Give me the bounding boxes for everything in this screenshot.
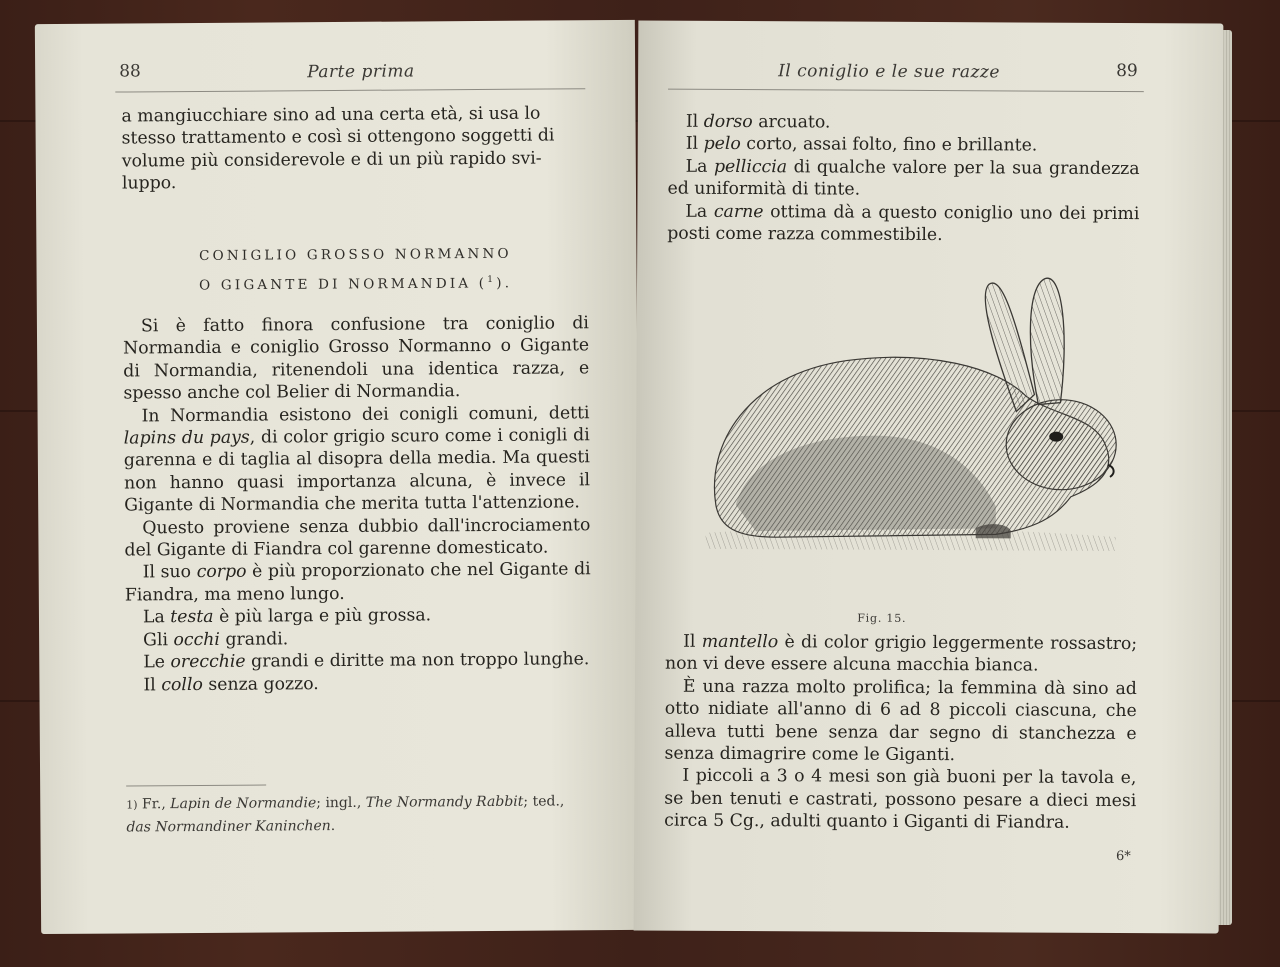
paragraph: La testa è più larga e più grossa. (142, 605, 432, 628)
paragraph: Gli occhi grandi. (143, 629, 289, 651)
left-page-number: 88 (119, 61, 141, 82)
left-page (35, 20, 641, 934)
right-page-header (638, 58, 1223, 91)
paragraph: È una razza molto prolifica; la femmina dà sino ad otto nidiate all'anno di 6 ad 8 piccoli ciascuna, che alleva tutti bene senza dar segno di stanchezza e senza dimagrire come le Giganti. (664, 676, 1137, 766)
paragraph: Questo proviene senza dubbio dall'incrociamento del Gigante di Fiandra col garenne domesticato. (124, 514, 591, 561)
paragraph: La carne ottima dà a questo coniglio uno dei primi posti come razza commestibile. (667, 201, 1140, 246)
left-intro (121, 102, 588, 195)
section-title-line2: O GIGANTE DI NORMANDIA ($^1$). (199, 274, 513, 294)
open-book (38, 22, 1238, 947)
paragraph: Il suo corpo è più proporzionato che nel Gigante di Fiandra, ma meno lungo. (124, 559, 591, 606)
paragraph: Le orecchie grandi e diritte ma non troppo lunghe. (143, 649, 590, 673)
signature-mark: 6* (1115, 848, 1131, 865)
left-page-header (35, 58, 635, 92)
intro-line: a mangiucchiare sino ad una certa età, si usa lo (121, 103, 541, 127)
paragraph: Il dorso arcuato. (685, 111, 831, 133)
rabbit-figure (675, 265, 1137, 587)
right-page (634, 20, 1224, 933)
paragraph: Il pelo corto, assai folto, fino e brillante. (685, 134, 1038, 156)
intro-line: stesso trattamento e così si ottengono soggetti di (121, 125, 555, 149)
footnote-rule (126, 785, 266, 787)
rabbit-illustration (675, 265, 1137, 587)
paragraph: Si è fatto finora confusione tra coniglio di Normandia e coniglio Grosso Normanno o Gigante di Normandia, ritenendoli una identica razza, e spesso anche col Belier di Normandia. (123, 313, 590, 404)
footnote-ref: 1 (487, 274, 497, 285)
paragraph: I piccoli a 3 o 4 mesi son già buoni per la tavola e, se ben tenuti e castrati, possono pesare a dieci mesi circa 5 Cg., adulti quanto i Giganti di Fiandra. (664, 766, 1137, 833)
right-bottom-text (664, 631, 1137, 835)
footnote: 1) Fr., Lapin de Normandie; ingl., The Normandy Rabbit; ted., das Normandiner Kaninchen. (126, 793, 565, 836)
right-top-text (667, 111, 1140, 248)
paragraph: Il mantello è di color grigio leggermente rossastro; non vi deve essere alcuna macchia bianca. (664, 631, 1138, 676)
left-body (123, 312, 592, 696)
paragraph: In Normandia esistono dei conigli comuni, detti lapins du pays, di color grigio scuro come i conigli di garenna e di taglia al disopra della media. Ma questi non hanno quasi importanza alcuna, è invece il Gigante di Normandia che merita tutta l'attenzione. (123, 402, 591, 516)
paragraph: Il collo senza gozzo. (143, 673, 319, 695)
section-title-line1: CONIGLIO GROSSO NORMANNO (199, 245, 512, 264)
right-running-title: Il coniglio e le sue razze (778, 61, 1001, 83)
paragraph: La pelliccia di qualche valore per la sua grandezza ed uniformità di tinte. (667, 156, 1140, 200)
header-rule (668, 89, 1144, 92)
header-rule (115, 88, 585, 92)
intro-line: luppo. (121, 173, 177, 194)
right-page-number: 89 (1116, 60, 1138, 82)
section-title (122, 240, 588, 299)
figure-caption: Fig. 15. (857, 611, 907, 625)
left-running-title: Parte prima (307, 61, 415, 83)
intro-line: volume più considerevole e di un più rapido svi- (121, 148, 542, 172)
